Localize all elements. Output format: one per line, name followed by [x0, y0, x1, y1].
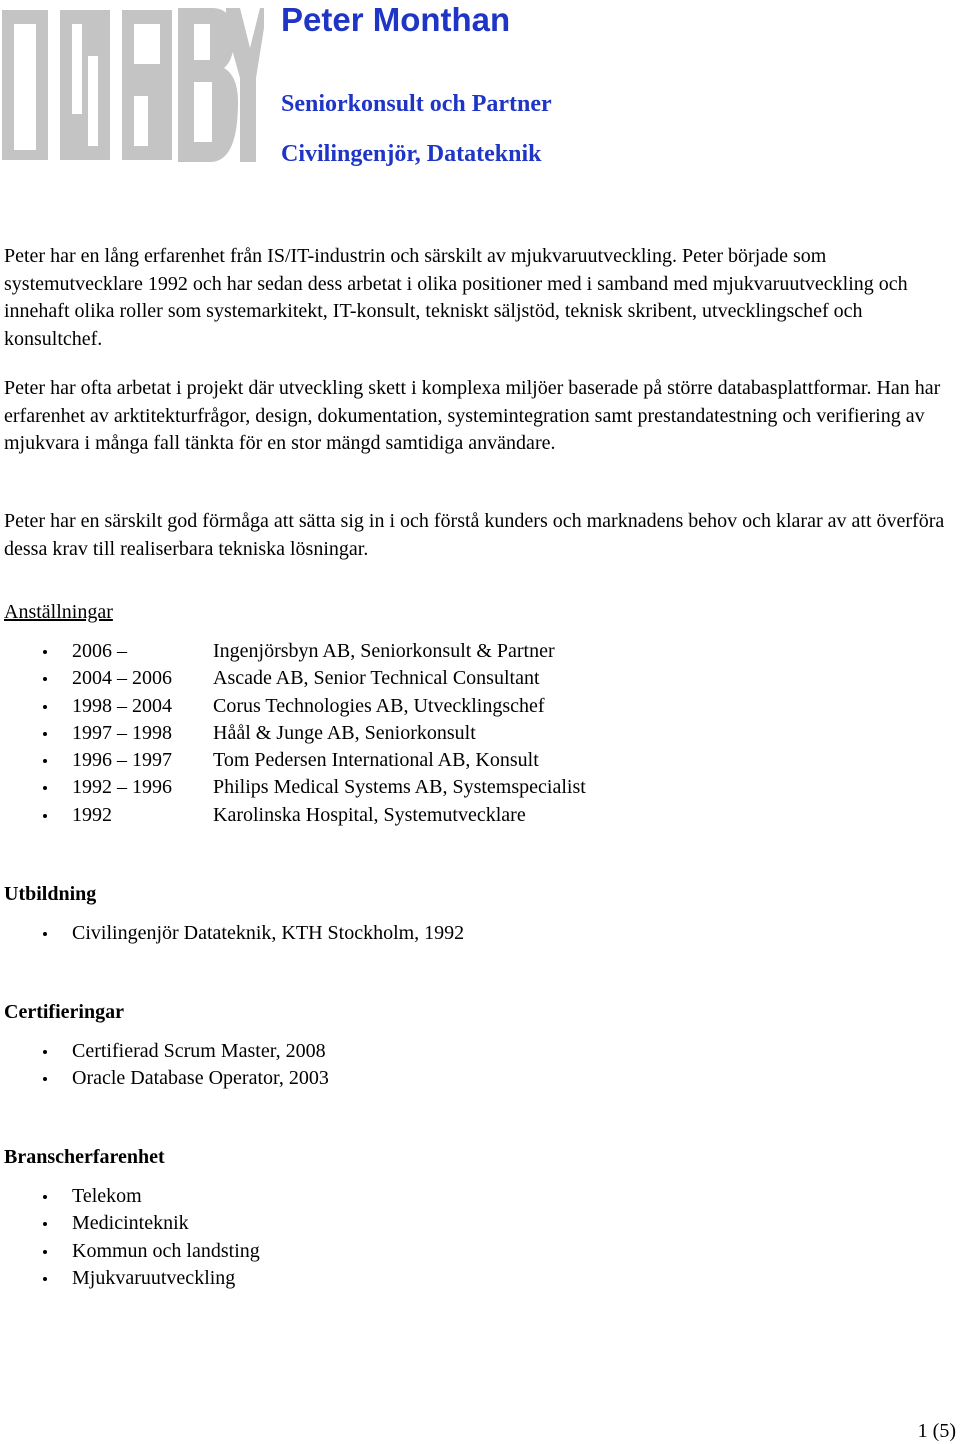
list-item	[0, 693, 586, 720]
employment-years: 1996 – 1997	[72, 749, 172, 772]
intro-paragraph: Peter har ofta arbetat i projekt där utveckling skett i komplexa miljöer baserade på större databasplattformar. Han har erfarenhet av arktitekturfrågor, design, dokumentation, systemintegration samt prestandatestning och verifiering av mjukvara i många fall tänkta för en stor mängd samtidiga användare.	[4, 377, 941, 454]
industry-item: Telekom	[72, 1185, 142, 1207]
list-item	[0, 1038, 329, 1065]
job-title: Seniorkonsult och Partner	[281, 91, 552, 117]
list-item	[0, 720, 586, 747]
certifications-heading: Certifieringar	[4, 1001, 124, 1023]
industry-item: Medicinteknik	[72, 1212, 189, 1235]
certification-item: Oracle Database Operator, 2003	[72, 1067, 329, 1090]
bullet-icon	[43, 1195, 47, 1199]
employment-years: 1998 – 2004	[72, 694, 172, 717]
page-number: 1 (5)	[917, 1420, 956, 1442]
intro-paragraph: Peter har en lång erfarenhet från IS/IT-industrin och särskilt av mjukvaruutveckling. Peter började som systemutvecklare 1992 och har sedan dess arbetat i olika positioner med i samband med mjukvaruutveckling och innehaft olika roller som systemarkitekt, IT-konsult, tekniskt säljstöd, teknisk skribent, utvecklingschef och konsultchef.	[4, 245, 908, 350]
list-item	[0, 774, 586, 801]
bullet-icon	[43, 732, 47, 736]
employment-role: Ingenjörsbyn AB, Seniorkonsult & Partner	[213, 640, 555, 662]
bullet-icon	[43, 759, 47, 763]
industry-list	[0, 1183, 260, 1292]
employment-role: Philips Medical Systems AB, Systemspecialist	[213, 776, 586, 799]
employment-role: Ascade AB, Senior Technical Consultant	[213, 667, 540, 690]
employment-role: Tom Pedersen International AB, Konsult	[213, 749, 539, 772]
employment-heading: Anställningar	[4, 601, 113, 623]
employment-role: Håål & Junge AB, Seniorkonsult	[213, 721, 476, 744]
employment-years: 2006 –	[72, 640, 127, 662]
list-item	[0, 1183, 260, 1210]
bullet-icon	[43, 814, 47, 818]
employment-years: 1997 – 1998	[72, 721, 172, 744]
bullet-icon	[43, 1077, 47, 1081]
list-item	[0, 802, 586, 829]
list-item	[0, 1265, 260, 1292]
bullet-icon	[43, 677, 47, 681]
bullet-icon	[43, 1050, 47, 1054]
bullet-icon	[43, 1250, 47, 1254]
list-item	[0, 1210, 260, 1237]
list-item	[0, 1065, 329, 1092]
industry-item: Kommun och landsting	[72, 1239, 260, 1262]
bullet-icon	[43, 1222, 47, 1226]
employment-list	[0, 638, 586, 829]
list-item	[0, 638, 586, 665]
industry-heading: Branscherfarenhet	[4, 1146, 165, 1168]
employment-years: 2004 – 2006	[72, 667, 172, 690]
education-item: Civilingenjör Datateknik, KTH Stockholm, 1992	[72, 922, 465, 944]
bullet-icon	[43, 705, 47, 709]
bullet-icon	[43, 1277, 47, 1281]
education-list	[0, 920, 464, 947]
employment-role: Corus Technologies AB, Utvecklingschef	[213, 694, 545, 717]
certifications-list	[0, 1038, 329, 1093]
bullet-icon	[43, 932, 47, 936]
list-item	[0, 665, 586, 692]
degree-title: Civilingenjör, Datateknik	[281, 141, 542, 167]
bullet-icon	[43, 786, 47, 790]
certification-item: Certifierad Scrum Master, 2008	[72, 1040, 326, 1062]
bullet-icon	[43, 650, 47, 654]
list-item	[0, 1238, 260, 1265]
employment-role: Karolinska Hospital, Systemutvecklare	[213, 803, 526, 826]
intro-paragraph: Peter har en särskilt god förmåga att sätta sig in i och förstå kunders och marknadens behov och klarar av att överföra dessa krav till realiserbara tekniska lösningar.	[4, 510, 945, 560]
employment-years: 1992	[72, 803, 112, 826]
education-heading: Utbildning	[4, 883, 97, 905]
industry-item: Mjukvaruutveckling	[72, 1266, 236, 1289]
employment-years: 1992 – 1996	[72, 776, 172, 799]
list-item	[0, 920, 464, 947]
company-logo	[0, 0, 264, 170]
person-name: Peter Monthan	[281, 1, 511, 38]
list-item	[0, 747, 586, 774]
